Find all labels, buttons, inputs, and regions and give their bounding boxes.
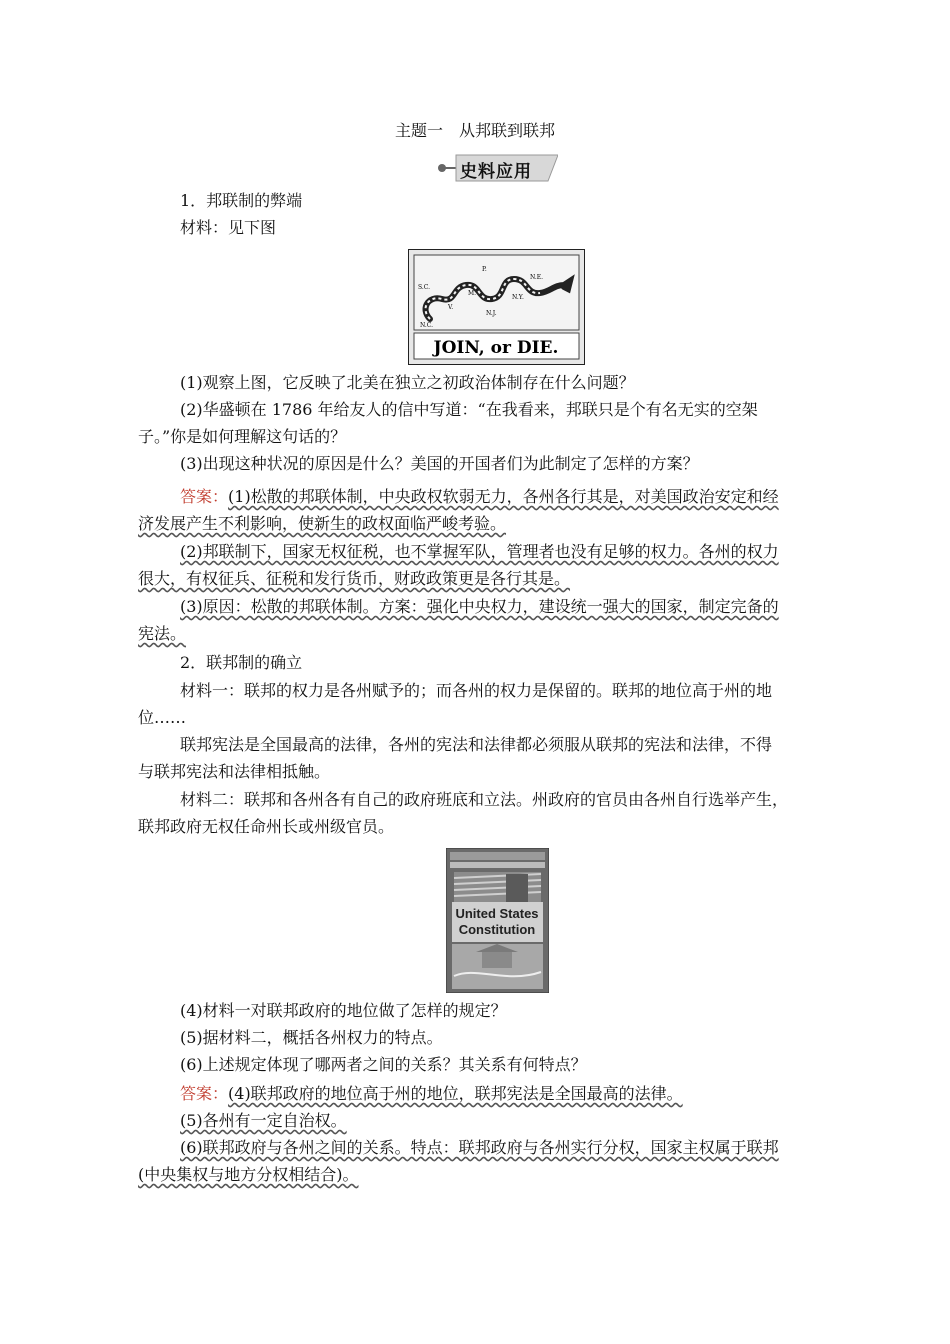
figure-label: V. (448, 304, 454, 311)
answer-2-line1: (2)邦联制下，国家无权征税，也不掌握军队，管理者也没有足够的权力。各州的权力 (180, 542, 779, 561)
page-title: 主题一 从邦联到联邦 (394, 121, 555, 140)
question-1: (1)观察上图，它反映了北美在独立之初政治体制存在什么问题？ (180, 373, 635, 392)
material1b-line2: 与联邦宪法和法律相抵触。 (138, 762, 331, 781)
section1-heading: 1．邦联制的弊端 (180, 191, 303, 210)
answer-label: 答案： (180, 487, 229, 506)
join-or-die-image (408, 249, 585, 365)
section1-material: 材料：见下图 (180, 218, 277, 237)
answer-6-line1: (6)联邦政府与各州之间的关系。特点：联邦政府与各州实行分权，国家主权属于联邦 (180, 1138, 779, 1157)
question-6: (6)上述规定体现了哪两者之间的关系？其关系有何特点？ (180, 1055, 587, 1074)
figure-label: S.C. (418, 284, 431, 291)
banner-label: 史料应用 (460, 162, 532, 182)
answer-1-line2: 济发展产生不利影响，使新生的政权面临严峻考验。 (138, 514, 507, 533)
figure-caption: JOIN, or DIE. (433, 338, 559, 358)
material2-line2: 联邦政府无权任命州长或州级官员。 (138, 817, 395, 836)
material2-line1: 材料二：联邦和各州各有自己的政府班底和立法。州政府的官员由各州自行选举产生， (180, 790, 789, 809)
figure-label: M. (468, 290, 477, 297)
figure-label: N.E. (530, 274, 544, 281)
answer-3-line1: (3)原因：松散的邦联体制。方案：强化中央权力，建设统一强大的国家，制定完备的 (180, 597, 779, 616)
question-2-line2: 子。”你是如何理解这句话的？ (138, 427, 347, 446)
figure-label: N.Y. (512, 294, 524, 301)
section2-heading: 2．联邦制的确立 (180, 653, 303, 672)
answer-1-text: (1)松散的邦联体制，中央政权软弱无力，各州各行其是，对美国政治安定和经 (228, 487, 779, 506)
figure-label: N.J. (486, 310, 497, 317)
material1-line2: 位…… (138, 708, 187, 727)
answer-1-line1 (180, 486, 779, 508)
answer-label: 答案： (180, 1084, 229, 1103)
answer-2-line2: 很大，有权征兵、征税和发行货币，财政政策更是各行其是。 (138, 569, 571, 588)
figure-label: N.C. (420, 322, 434, 329)
material1b-line1: 联邦宪法是全国最高的法律，各州的宪法和法律都必须服从联邦的宪法和法律，不得 (180, 735, 773, 754)
question-2-line1: (2)华盛顿在 1786 年给友人的信中写道：“在我看来，邦联只是个有名无实的空架 (180, 400, 758, 419)
answer-4-line (180, 1083, 683, 1105)
constitution-book-image (446, 848, 549, 993)
answer-6-line2: (中央集权与地方分权相结合)。 (138, 1165, 359, 1184)
question-5: (5)据材料二，概括各州权力的特点。 (180, 1028, 443, 1047)
answer-5: (5)各州有一定自治权。 (180, 1111, 347, 1130)
material1-line1: 材料一：联邦的权力是各州赋予的；而各州的权力是保留的。联邦的地位高于州的地 (180, 681, 773, 700)
figure-label: P. (482, 266, 487, 273)
question-4: (4)材料一对联邦政府的地位做了怎样的规定？ (180, 1001, 507, 1020)
book-title-line1: United States (455, 906, 539, 921)
answer-3-line2: 宪法。 (138, 624, 187, 643)
question-3: (3)出现这种状况的原因是什么？美国的开国者们为此制定了怎样的方案？ (180, 454, 699, 473)
book-title-line2: Constitution (458, 922, 536, 937)
answer-4-text: (4)联邦政府的地位高于州的地位，联邦宪法是全国最高的法律。 (228, 1084, 683, 1103)
